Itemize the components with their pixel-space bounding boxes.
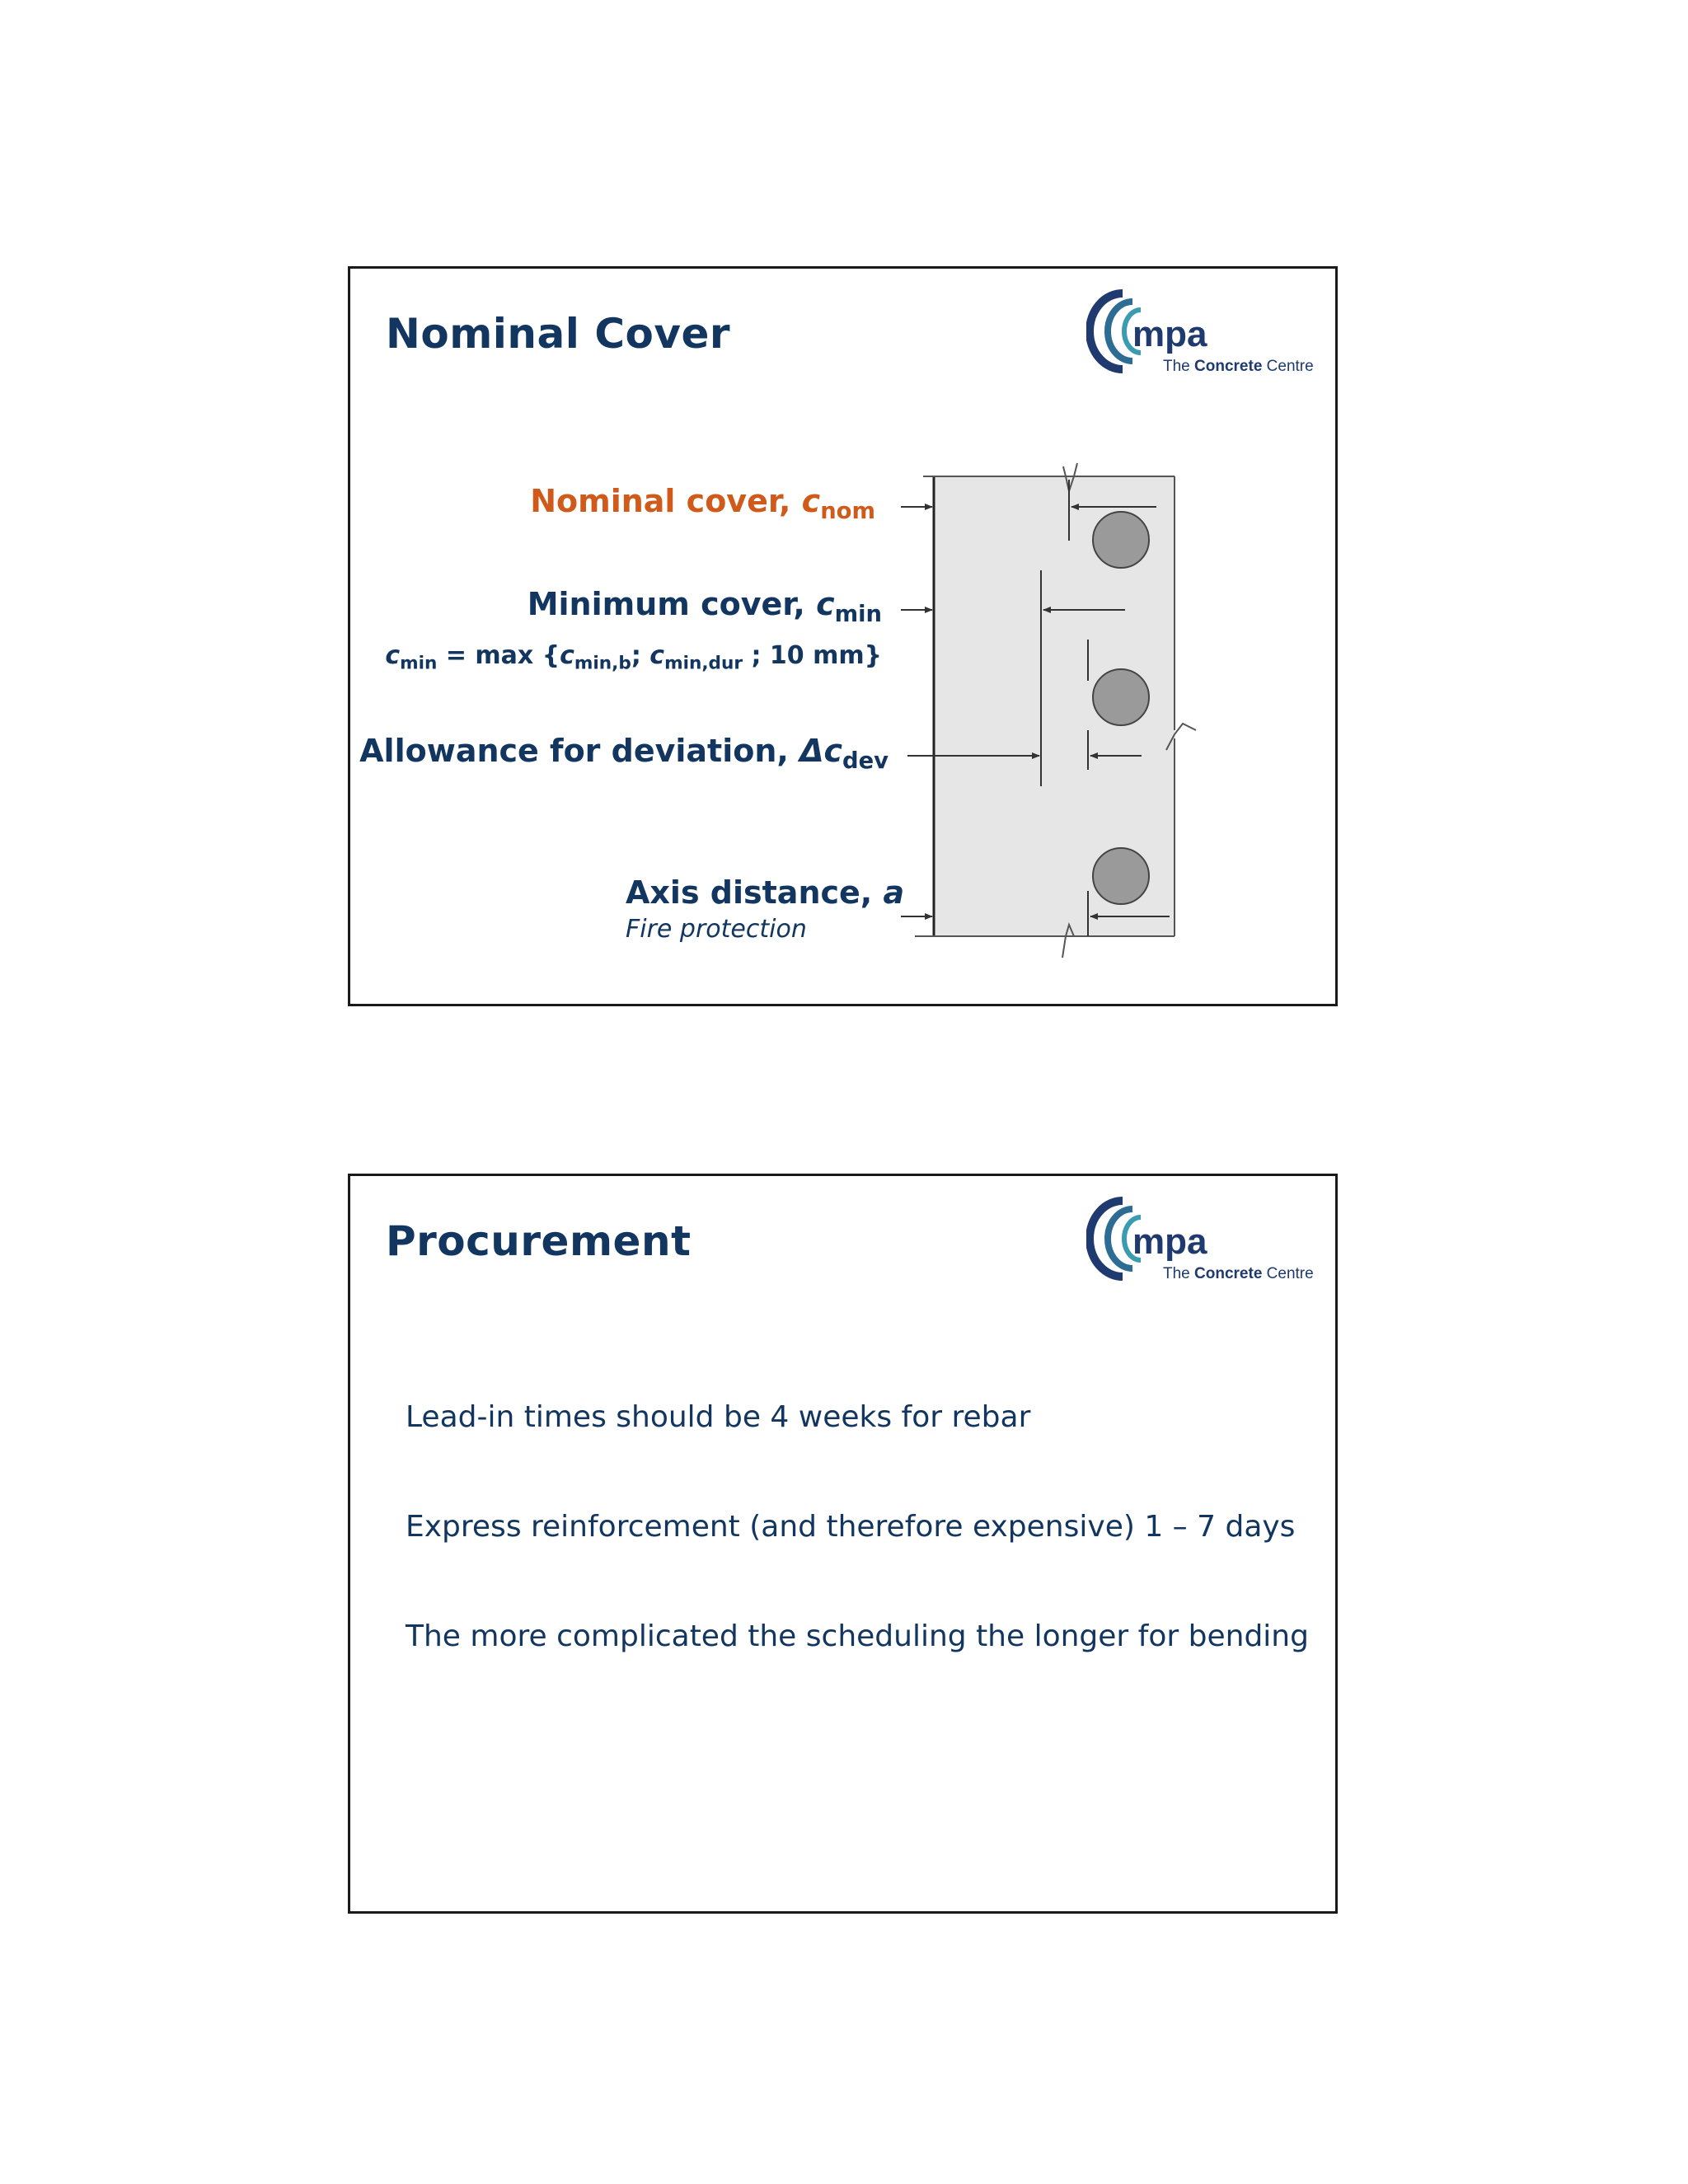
rebar-bottom (1093, 848, 1149, 904)
rebar-middle (1093, 669, 1149, 725)
bullet-scheduling: The more complicated the scheduling the longer for bending (406, 1619, 1309, 1653)
slide-title: Nominal Cover (386, 310, 731, 358)
mpa-logo (1086, 1194, 1325, 1285)
bullet-express-reinforcement: Express reinforcement (and therefore expensive) 1 – 7 days (406, 1510, 1296, 1544)
bullet-lead-in-times: Lead-in times should be 4 weeks for rebar (406, 1400, 1031, 1434)
logo-brand: mpa (1132, 1221, 1207, 1262)
minimum-cover-label: Minimum cover, $c_{min}$ (527, 586, 882, 628)
concrete-section (934, 476, 1175, 936)
slide-nominal-cover (348, 266, 1338, 1006)
axis-distance-label: Axis distance, a (626, 874, 905, 911)
slide-title: Procurement (386, 1217, 692, 1265)
fire-protection-note: Fire protection (626, 915, 807, 944)
svg-text:The Concrete Centr: The Concrete Centre (1163, 1265, 1314, 1282)
mpa-logo (1086, 287, 1325, 377)
svg-text:The Concrete Centr: The Concrete Centre (1163, 358, 1314, 375)
logo-brand: mpa (1132, 314, 1207, 354)
rebar-top (1093, 512, 1149, 568)
nominal-cover-label: Nominal cover, $c_{nom}$ (530, 483, 875, 525)
slide-procurement (348, 1174, 1338, 1914)
deviation-allowance-label: Allowance for deviation, $\Delta c_{dev}$ (359, 733, 889, 775)
minimum-cover-formula: $c_{min} = \max \{c_{min,b}$; $c_{min,dur}$ ; 10 mm} (385, 641, 882, 674)
